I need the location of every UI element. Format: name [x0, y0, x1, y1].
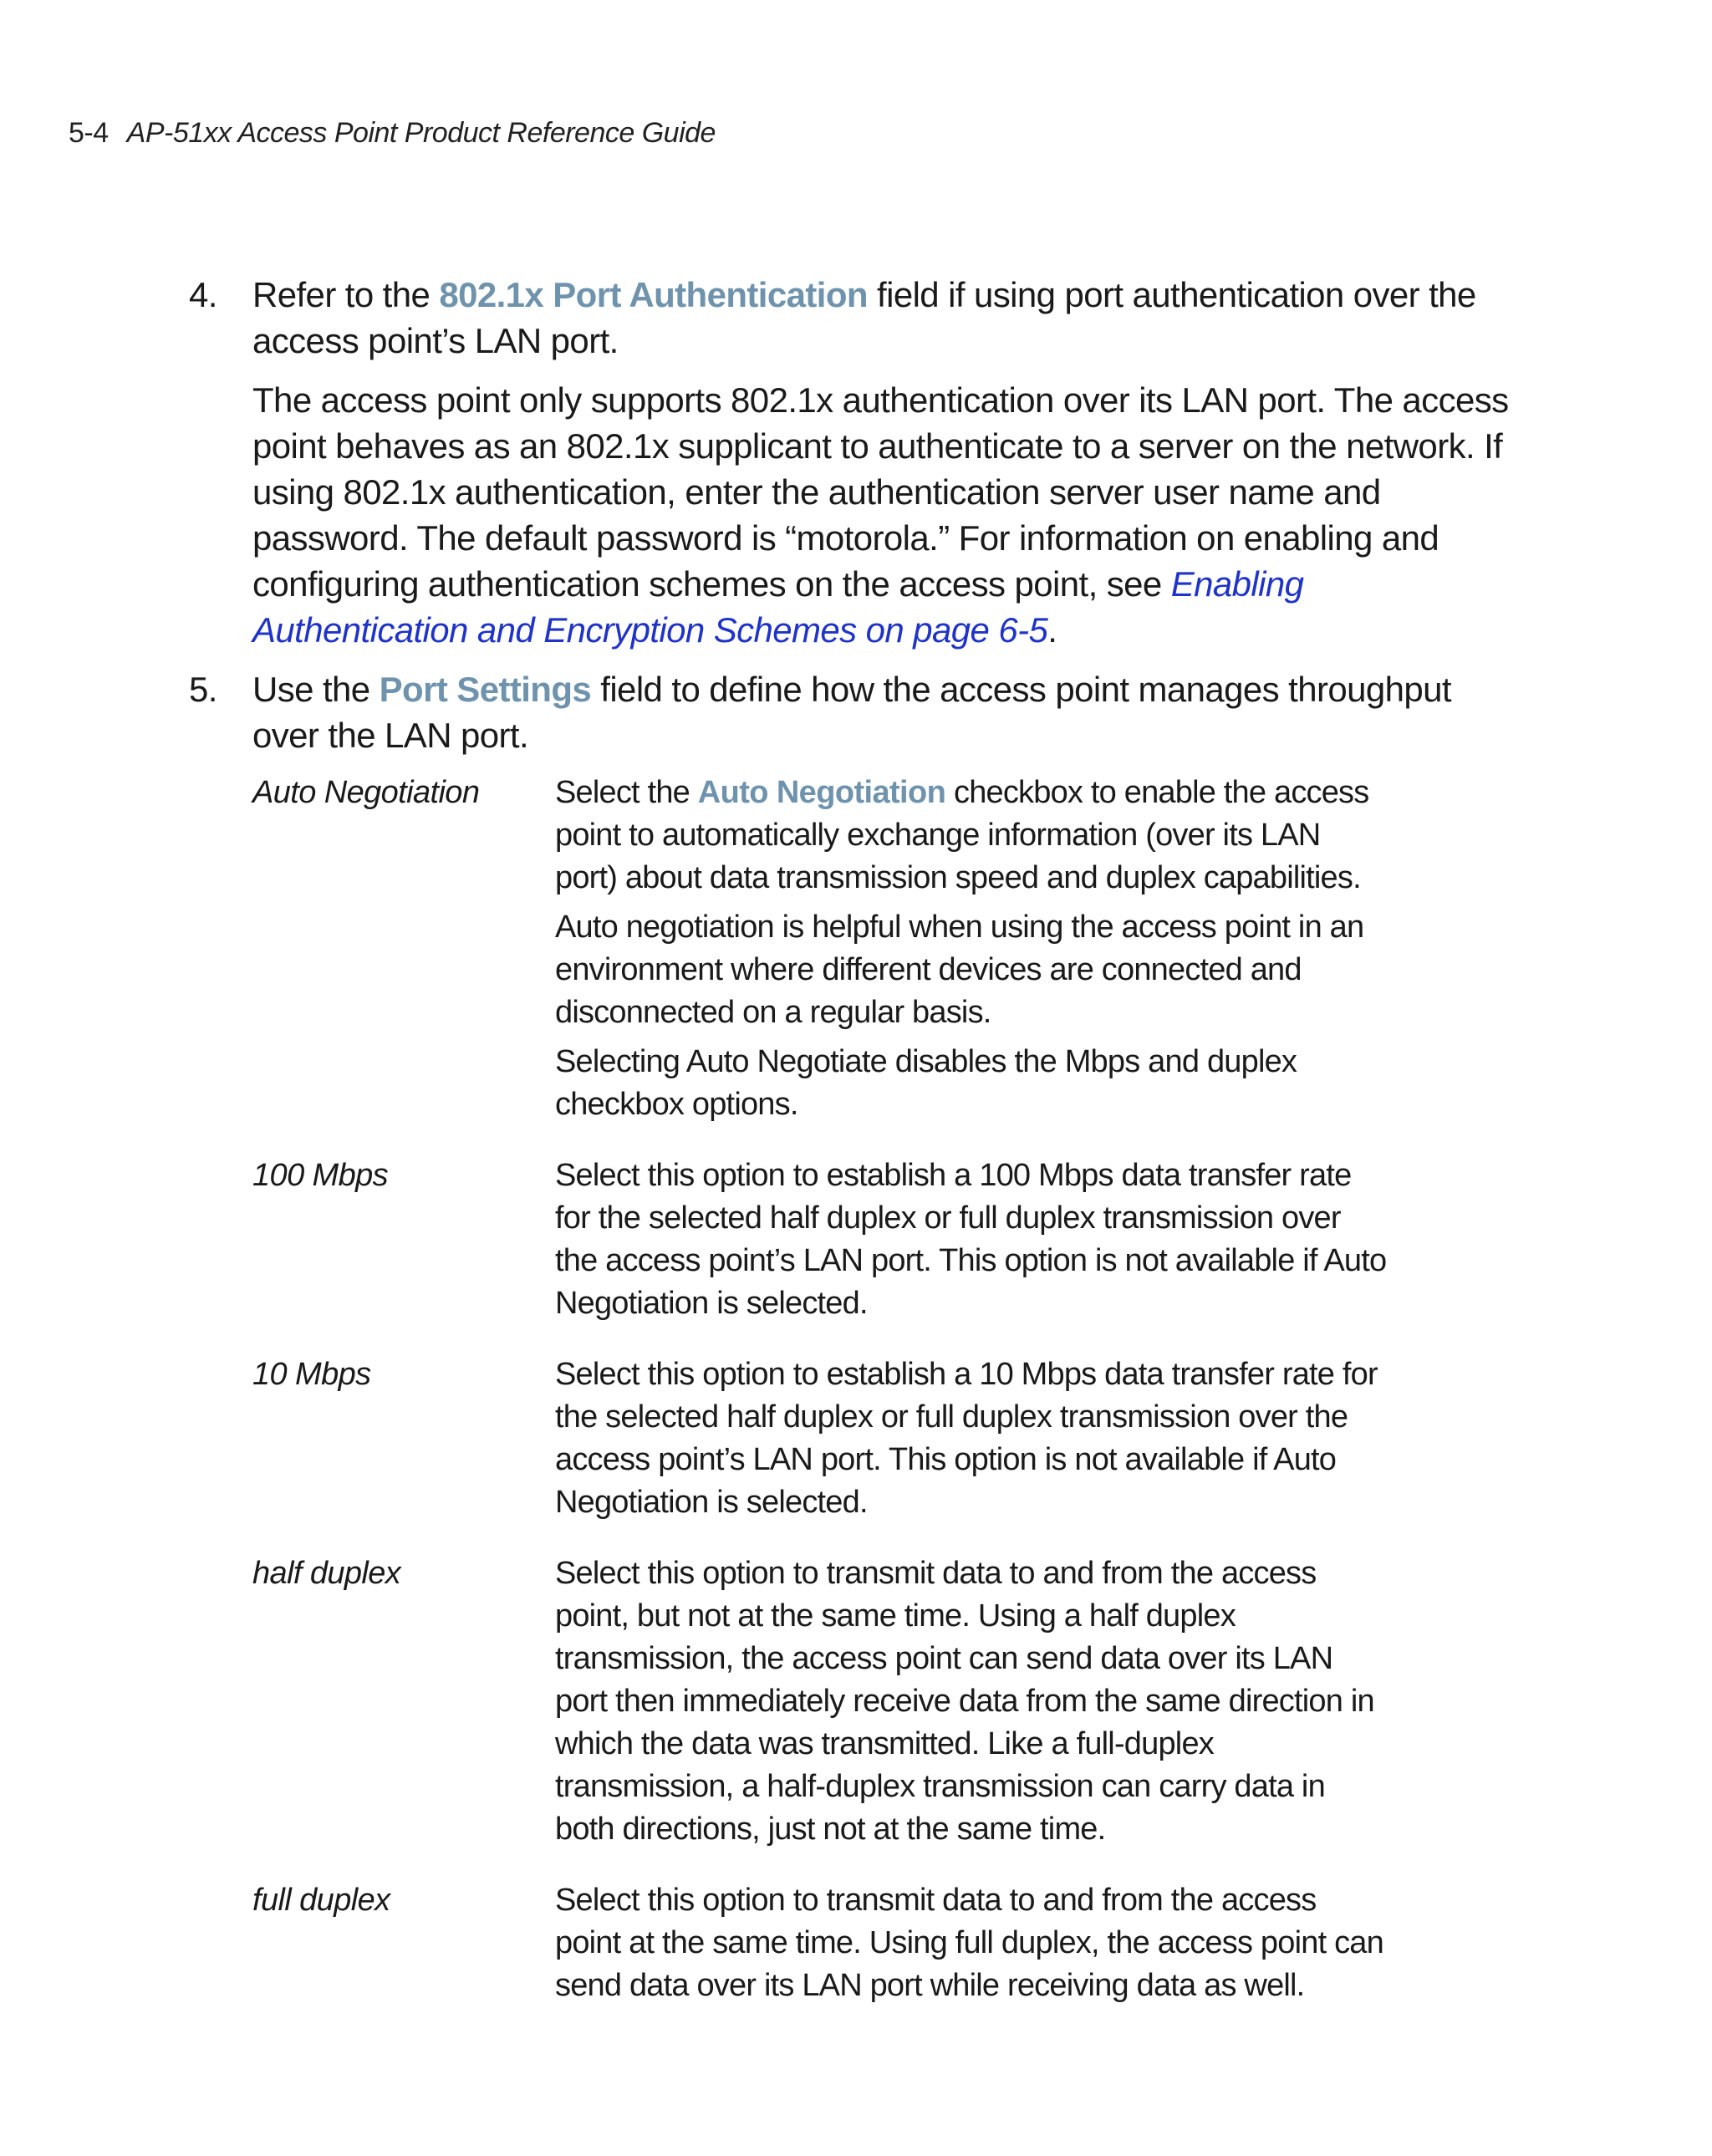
ui-field-name: Port Settings [379, 670, 592, 709]
text-run: Select the [555, 775, 698, 810]
cross-reference-link[interactable]: Enabling Authentication and Encryption Schemes on page 6-5 [252, 564, 1304, 650]
description-paragraph: Select this option to transmit data to and from the access point at the same time. Using full duplex, the access point can send data over its LAN port while receiving data as well. [555, 1883, 1383, 2003]
definition-term: full duplex [252, 1883, 390, 1918]
step-5 [0, 666, 1712, 758]
step-intro [252, 666, 1520, 758]
definition-list [252, 772, 1406, 2014]
definition-full-duplex [252, 1879, 1406, 2014]
step-number: 5. [189, 670, 217, 709]
description-paragraph: Select this option to establish a 10 Mbps data transfer rate for the selected half duplex or full duplex transmission over the access point’s LAN port. This option is not available if Auto Negotiation is selected. [555, 1357, 1378, 1520]
definition-description [555, 1154, 1406, 1332]
definition-10-mbps [252, 1353, 1406, 1531]
text-run: field if using port authentication over the access point’s LAN port. [252, 275, 1476, 360]
text-run: The access point only supports 802.1x authentication over its LAN port. The access point behaves as an 802.1x supplicant to authenticate to a server on the network. If using 802.1x authentication, enter the authentication server user name and password. The default password is “motorola.” For information on enabling and configuring authentication schemes on the access point, see [252, 380, 1509, 604]
definition-term: Auto Negotiation [252, 775, 480, 810]
description-paragraph: Select this option to establish a 100 Mbps data transfer rate for the selected half duplex or full duplex transmission over the access point’s LAN port. This option is not available if Auto Negotiation is selected. [555, 1158, 1387, 1321]
definition-100-mbps [252, 1154, 1406, 1332]
definition-auto-negotiation [252, 772, 1406, 1133]
running-header [69, 117, 716, 150]
ui-field-name: 802.1x Port Authentication [439, 275, 868, 314]
description-paragraph: Select this option to transmit data to and from the access point, but not at the same time. Using a half duplex transmission, the access point can send data over its LAN port then immediately receive data from the same direction in which the data was transmitted. Like a full-duplex transmission, a half-duplex transmission can carry data in both directions, just not at the same time. [555, 1556, 1374, 1847]
definition-term: 10 Mbps [252, 1357, 371, 1392]
page-content [0, 272, 1712, 2036]
definition-term: half duplex [252, 1556, 401, 1591]
step-4 [0, 272, 1712, 653]
text-run: . [1047, 610, 1057, 650]
description-paragraph [555, 772, 1389, 900]
step-intro [252, 272, 1520, 364]
ui-field-name: Auto Negotiation [697, 775, 946, 810]
text-run: Use the [252, 670, 380, 709]
definition-description [555, 772, 1406, 1133]
description-paragraph: Selecting Auto Negotiate disables the Mbps and duplex checkbox options. [555, 1044, 1297, 1122]
definition-half-duplex [252, 1552, 1406, 1858]
description-paragraph: Auto negotiation is helpful when using the access point in an environment where different devices are connected and disconnected on a regular basis. [555, 910, 1364, 1030]
step-number: 4. [189, 275, 217, 314]
guide-title: AP-51xx Access Point Product Reference Guide [126, 117, 716, 149]
text-run: field to define how the access point manages throughput over the LAN port. [252, 670, 1451, 755]
definition-description [555, 1552, 1406, 1858]
text-run: Refer to the [252, 275, 440, 314]
definition-description [555, 1879, 1406, 2014]
text-run: checkbox to enable the access point to automatically exchange information (over its LAN port) about data transmission speed and duplex capabilities. [555, 775, 1369, 895]
page-number: 5-4 [69, 117, 109, 149]
step-body [252, 377, 1520, 653]
definition-description [555, 1353, 1406, 1531]
definition-term: 100 Mbps [252, 1158, 389, 1193]
